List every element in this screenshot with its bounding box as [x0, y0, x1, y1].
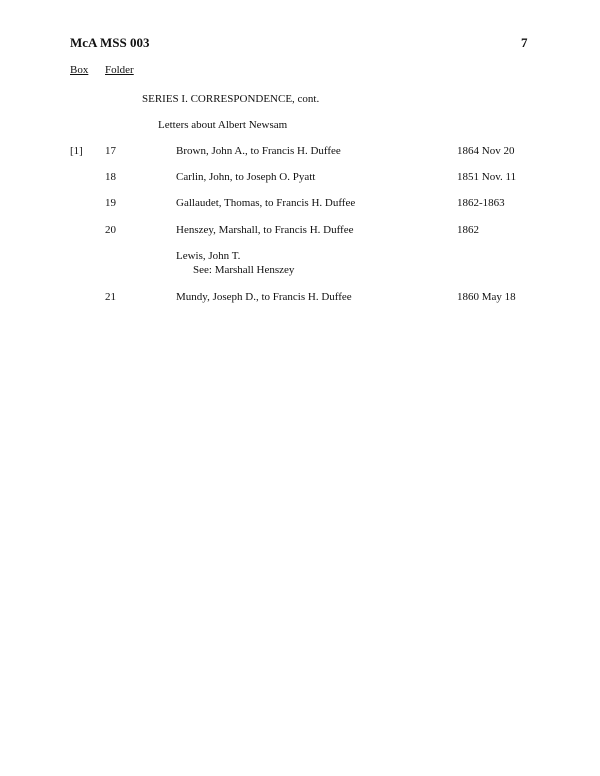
folder-number: 17 [105, 145, 116, 157]
item-description: Henszey, Marshall, to Francis H. Duffee [176, 224, 354, 236]
series-title: SERIES I. CORRESPONDENCE, cont. [142, 93, 320, 105]
table-row [0, 197, 600, 213]
table-row [0, 171, 600, 187]
box-number: [1] [70, 145, 83, 157]
column-header-folder: Folder [105, 64, 134, 76]
item-description: Carlin, John, to Joseph O. Pyatt [176, 171, 316, 183]
table-row [0, 250, 600, 282]
table-row [0, 145, 600, 161]
item-description: Mundy, Joseph D., to Francis H. Duffee [176, 291, 352, 303]
item-date: 1862-1863 [457, 197, 505, 209]
folder-number: 19 [105, 197, 116, 209]
column-header-box: Box [70, 64, 89, 76]
subseries-title: Letters about Albert Newsam [158, 119, 288, 131]
table-row [0, 291, 600, 307]
folder-number: 21 [105, 291, 116, 303]
item-description: Brown, John A., to Francis H. Duffee [176, 145, 341, 157]
see-reference: See: Marshall Henszey [193, 264, 295, 276]
item-description: Gallaudet, Thomas, to Francis H. Duffee [176, 197, 356, 209]
item-date: 1864 Nov 20 [457, 145, 515, 157]
item-description: Lewis, John T. [176, 250, 241, 262]
item-date: 1862 [457, 224, 479, 236]
folder-number: 20 [105, 224, 116, 236]
item-date: 1860 May 18 [457, 291, 516, 303]
table-row [0, 224, 600, 240]
page-number: 7 [521, 35, 528, 50]
item-date: 1851 Nov. 11 [457, 171, 517, 183]
folder-number: 18 [105, 171, 116, 183]
collection-id: McA MSS 003 [70, 35, 150, 50]
